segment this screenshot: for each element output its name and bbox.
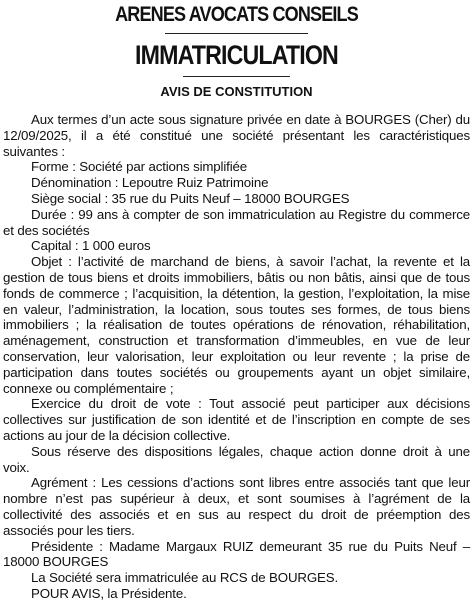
paragraph-siege: Siège social : 35 rue du Puits Neuf – 18000 BOURGES [31,190,350,206]
paragraph-intro: Aux termes d’un acte sous signature privée en date à BOURGES (Cher) du 12/09/2025, il a été constitué une société présentant les caractéristiques suivantes : [3,112,470,159]
paragraph-presidente: Présidente : Madame Margaux RUIZ demeurant 35 rue du Puits Neuf – 18000 BOURGES [3,538,470,570]
paragraph-forme: Forme : Société par actions simplifiée [31,159,248,175]
notice-type: AVIS DE CONSTITUTION [160,84,313,99]
section-title: IMMATRICULATION [135,40,338,70]
paragraph-reserve: Sous réserve des dispositions légales, chaque action donne droit à une voix. [3,443,470,475]
header-divider [165,33,308,34]
paragraph-vote: Exercice du droit de vote : Tout associé peut participer aux décisions collectives sur justification de son identité et de l’inscription en compte de ses actions au jour de la décision collective. [3,396,470,443]
paragraph-denomination: Dénomination : Lepoutre Ruiz Patrimoine [31,175,269,191]
paragraph-signature: POUR AVIS, la Présidente. [31,585,187,601]
firm-name: ARENES AVOCATS CONSEILS [115,3,358,26]
paragraph-duree: Durée : 99 ans à compter de son immatriculation au Registre du commerce et des sociétés [3,206,470,238]
paragraph-rcs: La Société sera immatriculée au RCS de BOURGES. [31,570,339,586]
paragraph-objet: Objet : l’activité de marchand de biens, à savoir l’achat, la revente et la gestion de tous biens et droits immobiliers, bâtis ou non bâtis, ainsi que de tous fonds de commerce ; l’acquisition, la détention, la gestion, l’exploitation, la mise en valeur, l’administration, la location, sous toutes ses formes, de tous biens immobiliers ; la réalisation de toutes opérations de rénovation, réhabilitation, aménagement, construction et transformation d’immeubles, en vue de leur conservation, leur valorisation, leur exploitation ou leur revente ; la prise de participation dans toutes sociétés ou groupements ayant un objet similaire, connexe ou complémentaire ; [3,254,470,396]
paragraph-capital: Capital : 1 000 euros [31,238,151,254]
paragraph-agrement: Agrément : Les cessions d’actions sont libres entre associés tant que leur nombre n’est pas supérieur à deux, et sont soumises à l’agrément de la collectivité des associés et en sus au respect du droit de préemption des associés pour les tiers. [3,475,470,538]
section-divider [183,76,290,77]
notice-body [3,112,470,602]
